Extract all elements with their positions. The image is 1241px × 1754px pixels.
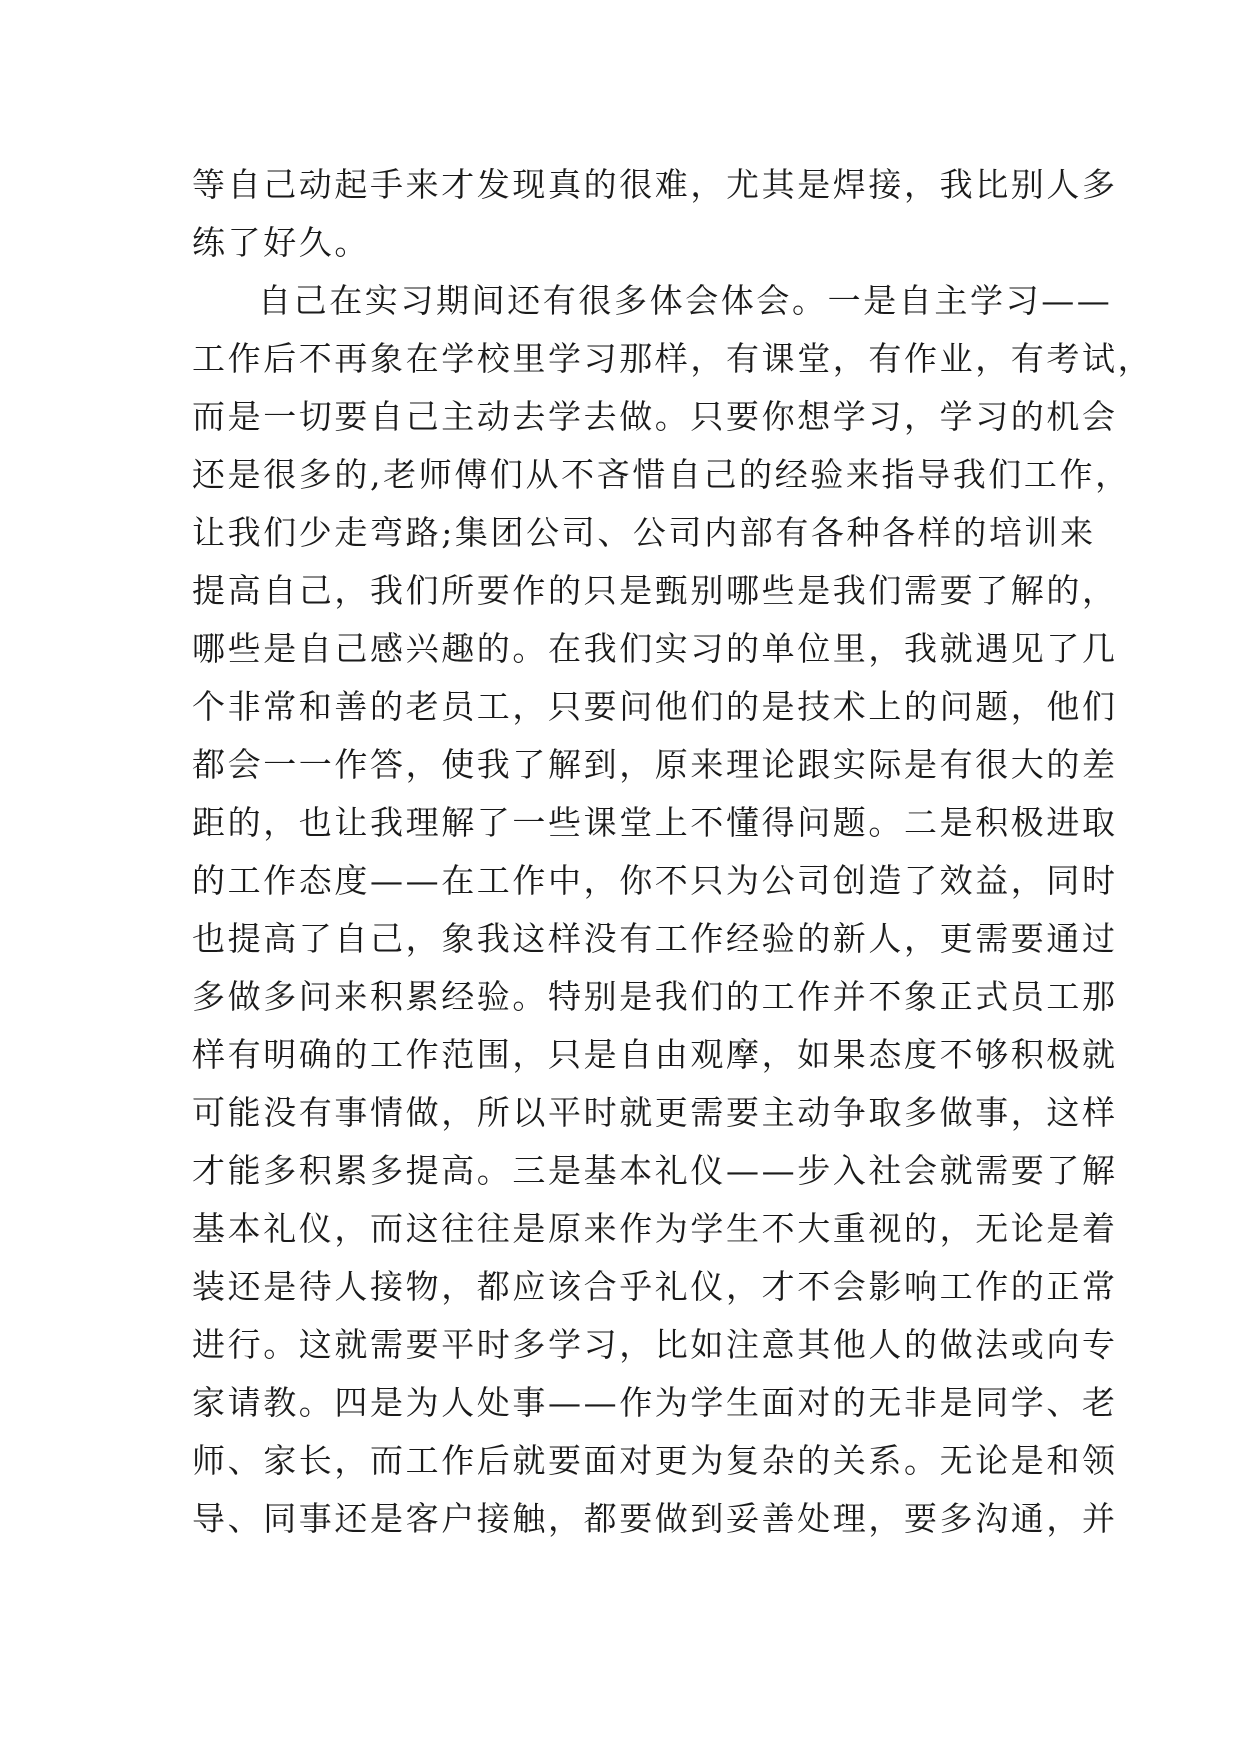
text-line: 让我们少走弯路;集团公司、公司内部有各种各样的培训来 (192, 513, 1096, 552)
text-line: 个非常和善的老员工，只要问他们的是技术上的问题，他们 (192, 687, 1118, 726)
text-line: 等自己动起手来才发现真的很难，尤其是焊接，我比别人多 (192, 165, 1118, 204)
text-line: 哪些是自己感兴趣的。在我们实习的单位里，我就遇见了几 (192, 629, 1118, 668)
text-line: 也提高了自己，象我这样没有工作经验的新人，更需要通过 (192, 919, 1118, 958)
paragraph-first-line: 自己在实习期间还有很多体会体会。一是自主学习—— (258, 281, 1113, 320)
text-line: 才能多积累多提高。三是基本礼仪——步入社会就需要了解 (192, 1151, 1118, 1190)
text-line: 师、家长，而工作后就要面对更为复杂的关系。无论是和领 (192, 1441, 1118, 1480)
text-line: 多做多问来积累经验。特别是我们的工作并不象正式员工那 (192, 977, 1118, 1016)
text-line: 可能没有事情做，所以平时就更需要主动争取多做事，这样 (192, 1093, 1118, 1132)
text-line: 练了好久。 (192, 223, 370, 262)
text-line: 提高自己，我们所要作的只是甄别哪些是我们需要了解的， (192, 571, 1118, 610)
text-line: 进行。这就需要平时多学习，比如注意其他人的做法或向专 (192, 1325, 1118, 1364)
body-text (192, 156, 1154, 1548)
text-line: 家请教。四是为人处事——作为学生面对的无非是同学、老 (192, 1383, 1118, 1422)
text-line: 的工作态度——在工作中，你不只为公司创造了效益，同时 (192, 861, 1118, 900)
text-line: 样有明确的工作范围，只是自由观摩，如果态度不够积极就 (192, 1035, 1118, 1074)
text-line: 基本礼仪，而这往往是原来作为学生不大重视的，无论是着 (192, 1209, 1118, 1248)
text-line: 装还是待人接物，都应该合乎礼仪，才不会影响工作的正常 (192, 1267, 1118, 1306)
text-line: 而是一切要自己主动去学去做。只要你想学习，学习的机会 (192, 397, 1118, 436)
text-line: 还是很多的,老师傅们从不吝惜自己的经验来指导我们工作， (192, 455, 1131, 494)
text-line: 导、同事还是客户接触，都要做到妥善处理，要多沟通，并 (192, 1499, 1118, 1538)
text-line: 工作后不再象在学校里学习那样，有课堂，有作业，有考试， (192, 339, 1154, 378)
text-line: 距的，也让我理解了一些课堂上不懂得问题。二是积极进取 (192, 803, 1118, 842)
text-line: 都会一一作答，使我了解到，原来理论跟实际是有很大的差 (192, 745, 1118, 784)
